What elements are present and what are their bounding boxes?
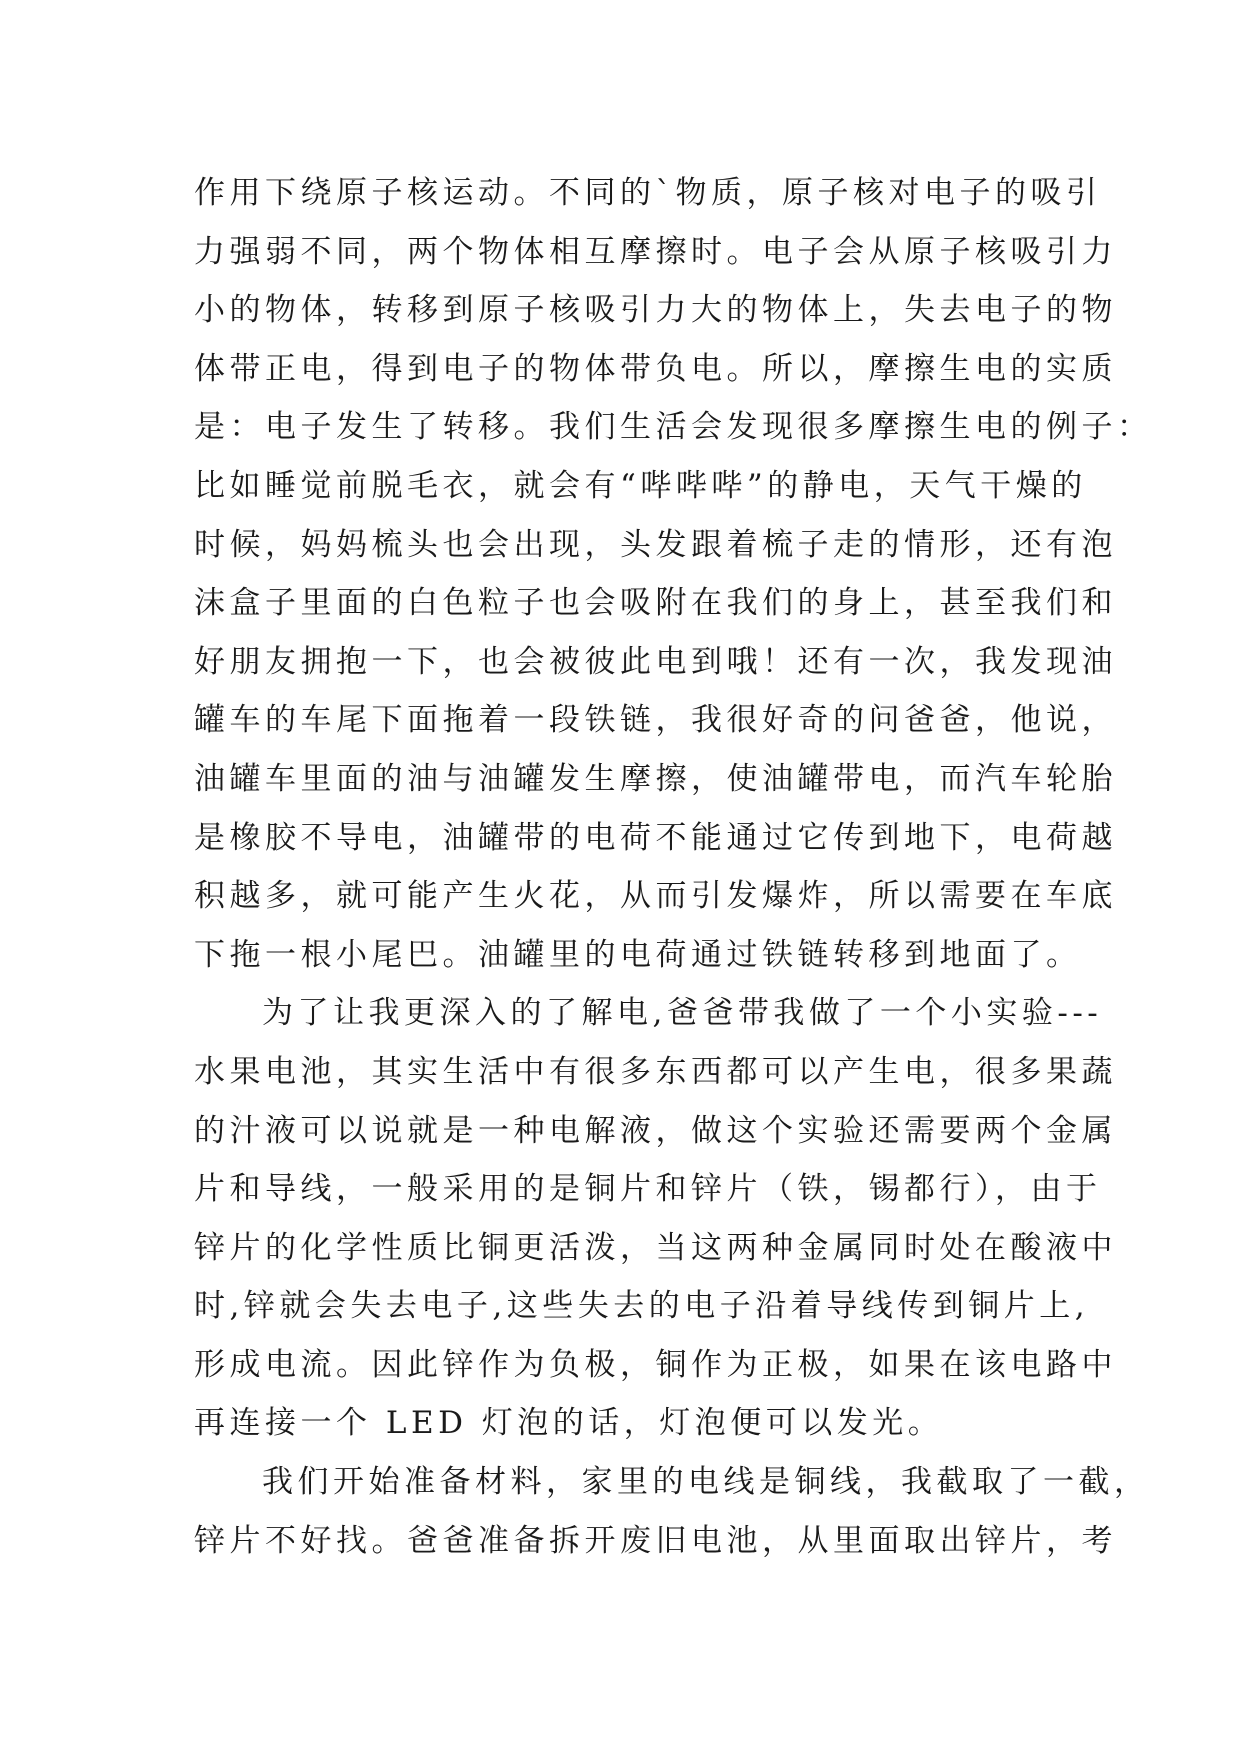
text-line: 罐车的车尾下面拖着一段铁链，我很好奇的问爸爸，他说， — [194, 702, 1117, 739]
paragraph-first-line: 为了让我更深入的了解电,爸爸带我做了一个小实验--- — [262, 995, 1103, 1032]
text-line: 油罐车里面的油与油罐发生摩擦，使油罐带电，而汽车轮胎 — [194, 760, 1117, 797]
text-line: 好朋友拥抱一下，也会被彼此电到哦！还有一次，我发现油 — [194, 643, 1117, 680]
text-line: 比如睡觉前脱毛衣，就会有“哔哔哔”的静电，天气干燥的 — [194, 467, 1087, 504]
text-line: 的汁液可以说就是一种电解液，做这个实验还需要两个金属 — [194, 1112, 1117, 1149]
text-line: 时,锌就会失去电子,这些失去的电子沿着导线传到铜片上, — [194, 1288, 1090, 1325]
paragraph-first-line: 我们开始准备材料，家里的电线是铜线，我截取了一截， — [262, 1464, 1150, 1501]
text-line: 作用下绕原子核运动。不同的`物质，原子核对电子的吸引 — [194, 175, 1102, 211]
text-line: 下拖一根小尾巴。油罐里的电荷通过铁链转移到地面了。 — [194, 936, 1082, 973]
text-line: 力强弱不同，两个物体相互摩擦时。电子会从原子核吸引力 — [194, 233, 1117, 270]
text-line: 沫盒子里面的白色粒子也会吸附在我们的身上，甚至我们和 — [194, 585, 1117, 622]
text-line: 时候，妈妈梳头也会出现，头发跟着梳子走的情形，还有泡 — [194, 526, 1117, 563]
text-line: 水果电池，其实生活中有很多东西都可以产生电，很多果蔬 — [194, 1053, 1117, 1090]
text-line: 再连接一个 LED 灯泡的话，灯泡便可以发光。 — [194, 1405, 944, 1442]
text-line: 是橡胶不导电，油罐带的电荷不能通过它传到地下，电荷越 — [194, 819, 1117, 856]
text-line: 片和导线，一般采用的是铜片和锌片（铁，锡都行），由于 — [194, 1171, 1102, 1208]
text-line: 积越多，就可能产生火花，从而引发爆炸，所以需要在车底 — [194, 878, 1117, 915]
document-body — [194, 164, 1153, 1570]
text-line: 形成电流。因此锌作为负极，铜作为正极，如果在该电路中 — [194, 1346, 1117, 1383]
text-line: 锌片不好找。爸爸准备拆开废旧电池，从里面取出锌片，考 — [194, 1522, 1117, 1559]
text-line: 小的物体，转移到原子核吸引力大的物体上，失去电子的物 — [194, 292, 1117, 329]
text-line: 体带正电，得到电子的物体带负电。所以，摩擦生电的实质 — [194, 350, 1117, 387]
text-line: 锌片的化学性质比铜更活泼，当这两种金属同时处在酸液中 — [194, 1229, 1117, 1266]
text-line: 是：电子发生了转移。我们生活会发现很多摩擦生电的例子： — [194, 409, 1153, 446]
